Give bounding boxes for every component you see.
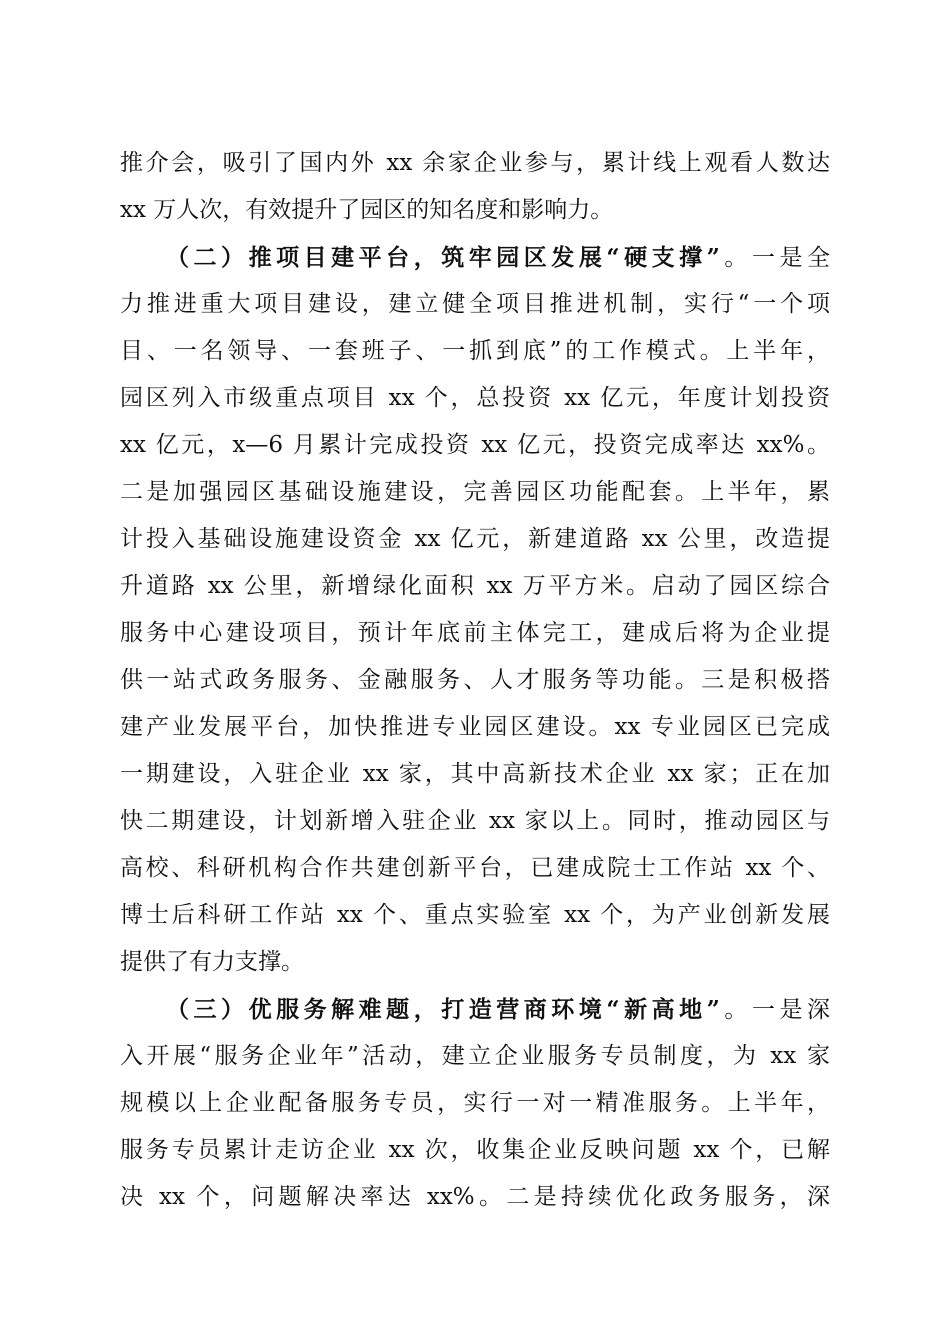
text-line: 力推进重大项目建设，建立健全项目推进机制，实行“一个项: [120, 291, 830, 317]
section-heading: （三）优服务解难题，打造营商环境“新高地”: [166, 996, 720, 1023]
text-line: 建产业发展平台，加快推进专业园区建设。xx 专业园区已完成: [120, 714, 830, 740]
text-line: xx 亿元，x—6 月累计完成投资 xx 亿元，投资完成率达 xx%。: [120, 432, 830, 458]
section-heading-line: [120, 986, 830, 1033]
text-line: 升道路 xx 公里，新增绿化面积 xx 万平方米。启动了园区综合: [120, 573, 830, 599]
text-line: 服务中心建设项目，预计年底前主体完工，建成后将为企业提: [120, 620, 830, 646]
text-run: 。一是全: [719, 245, 830, 271]
text-line: 二是加强园区基础设施建设，完善园区功能配套。上半年，累: [120, 479, 830, 505]
text-line: 高校、科研机构合作共建创新平台，已建成院士工作站 xx 个、: [120, 855, 830, 881]
text-line: 园区列入市级重点项目 xx 个，总投资 xx 亿元，年度计划投资: [120, 385, 830, 411]
text-line: 服务专员累计走访企业 xx 次，收集企业反映问题 xx 个，已解: [120, 1137, 830, 1163]
body-text: [120, 140, 840, 1221]
text-run: 。一是深: [719, 997, 830, 1023]
text-line: 决 xx 个，问题解决率达 xx%。二是持续优化政务服务，深: [120, 1184, 830, 1210]
text-line: 提供了有力支撑。: [120, 949, 304, 975]
text-line: 供一站式政务服务、金融服务、人才服务等功能。三是积极搭: [120, 667, 830, 693]
text-line: 推介会，吸引了国内外 xx 余家企业参与，累计线上观看人数达: [120, 150, 830, 176]
text-line: xx 万人次，有效提升了园区的知名度和影响力。: [120, 197, 614, 223]
text-line: 目、一名领导、一套班子、一抓到底”的工作模式。上半年，: [120, 338, 830, 364]
text-line: 一期建设，入驻企业 xx 家，其中高新技术企业 xx 家；正在加: [120, 761, 830, 787]
text-line: 快二期建设，计划新增入驻企业 xx 家以上。同时，推动园区与: [120, 808, 830, 834]
section-heading-line: [120, 234, 830, 281]
text-line: 规模以上企业配备服务专员，实行一对一精准服务。上半年，: [120, 1090, 830, 1116]
section-heading: （二）推项目建平台，筑牢园区发展“硬支撑”: [166, 244, 720, 271]
text-line: 博士后科研工作站 xx 个、重点实验室 xx 个，为产业创新发展: [120, 902, 830, 928]
text-line: 入开展“服务企业年”活动，建立企业服务专员制度，为 xx 家: [120, 1043, 830, 1069]
text-line: 计投入基础设施建设资金 xx 亿元，新建道路 xx 公里，改造提: [120, 526, 830, 552]
